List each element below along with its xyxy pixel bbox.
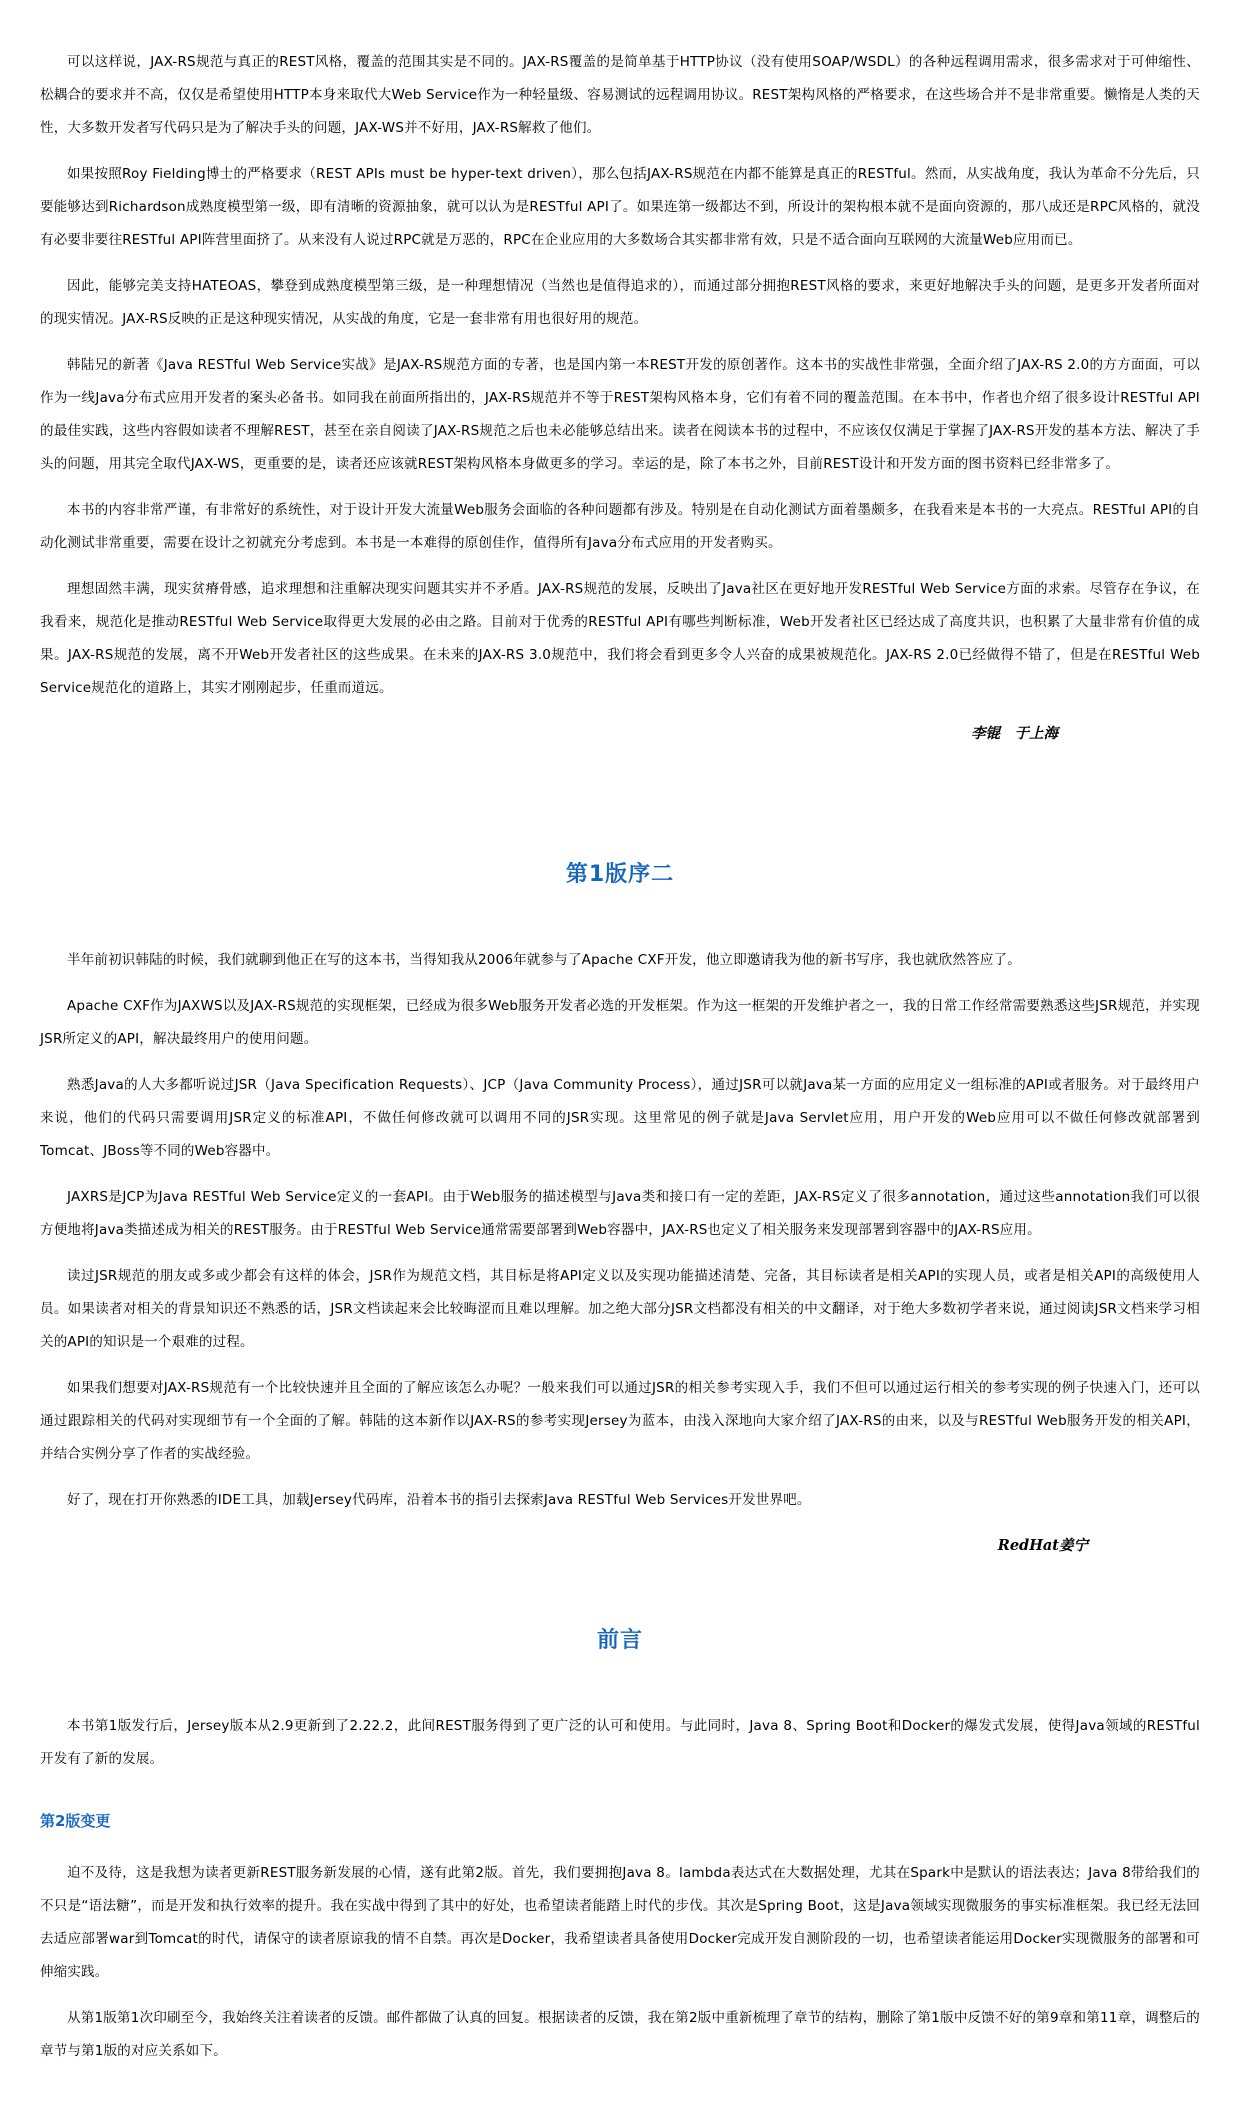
signature-redhat-jiang-ning: RedHat姜宁 xyxy=(997,1537,1088,1554)
paragraph: Apache CXF作为JAXWS以及JAX-RS规范的实现框架，已经成为很多Web服务开发者必选的开发框架。作为这一框架的开发维护者之一，我的日常工作经常需要熟悉这些JSR规范，并实现JSR所定义的API，解决最终用户的使用问题。 xyxy=(40,998,1200,1047)
paragraph: 本书第1版发行后，Jersey版本从2.9更新到了2.22.2，此间REST服务得到了更广泛的认可和使用。与此同时，Java 8、Spring Boot和Docker的爆发式发展，使得Java领域的RESTful开发有了新的发展。 xyxy=(40,1718,1200,1767)
section-preface-1-continued xyxy=(40,46,1200,749)
paragraph: 可以这样说，JAX-RS规范与真正的REST风格，覆盖的范围其实是不同的。JAX-RS覆盖的是简单基于HTTP协议（没有使用SOAP/WSDL）的各种远程调用需求，很多需求对于可伸缩性、松耦合的要求并不高，仅仅是希望使用HTTP本身来取代大Web Service作为一种轻量级、容易测试的远程调用协议。REST架构风格的严格要求，在这些场合并不是非常重要。懒惰是人类的天性，大多数开发者写代码只是为了解决手头的问题，JAX-WS并不好用，JAX-RS解救了他们。 xyxy=(40,54,1200,136)
paragraph: 熟悉Java的人大多都听说过JSR（Java Specification Requests）、JCP（Java Community Process），通过JSR可以就Java某一方面的应用定义一组标准的API或者服务。对于最终用户来说，他们的代码只需要调用JSR定义的标准API，不做任何修改就可以调用不同的JSR实现。这里常见的例子就是Java Servlet应用，用户开发的Web应用可以不做任何修改就部署到Tomcat、JBoss等不同的Web容器中。 xyxy=(40,1077,1200,1159)
paragraph: 从第1版第1次印刷至今，我始终关注着读者的反馈。邮件都做了认真的回复。根据读者的反馈，我在第2版中重新梳理了章节的结构，删除了第1版中反馈不好的第9章和第11章，调整后的章节与第1版的对应关系如下。 xyxy=(40,2010,1200,2059)
paragraph: 本书的内容非常严谨，有非常好的系统性，对于设计开发大流量Web服务会面临的各种问题都有涉及。特别是在自动化测试方面着墨颇多，在我看来是本书的一大亮点。RESTful API的自动化测试非常重要，需要在设计之初就充分考虑到。本书是一本难得的原创佳作，值得所有Java分布式应用的开发者购买。 xyxy=(40,502,1200,551)
paragraph: 迫不及待，这是我想为读者更新REST服务新发展的心情，遂有此第2版。首先，我们要拥抱Java 8。lambda表达式在大数据处理，尤其在Spark中是默认的语法表达；Java 8带给我们的不只是“语法糖”，而是开发和执行效率的提升。我在实战中得到了其中的好处，也希望读者能踏上时代的步伐。其次是Spring Boot，这是Java领域实现微服务的事实标准框架。我已经无法回去适应部署war到Tomcat的时代，请保守的读者原谅我的情不自禁。再次是Docker，我希望读者具备使用Docker完成开发自测阶段的一切，也希望读者能运用Docker实现微服务的部署和可伸缩实践。 xyxy=(40,1865,1200,1980)
section-foreword xyxy=(40,1623,1200,2068)
section-preface-1-2 xyxy=(40,857,1200,1561)
heading-foreword: 前言 xyxy=(596,1628,643,1653)
paragraph: 韩陆兄的新著《Java RESTful Web Service实战》是JAX-RS规范方面的专著，也是国内第一本REST开发的原创著作。这本书的实战性非常强，全面介绍了JAX-RS 2.0的方方面面，可以作为一线Java分布式应用开发者的案头必备书。如同我在前面所指出的，JAX-RS规范并不等于REST架构风格本身，它们有着不同的覆盖范围。在本书中，作者也介绍了很多设计RESTful API的最佳实践，这些内容假如读者不理解REST，甚至在亲自阅读了JAX-RS规范之后也未必能够总结出来。读者在阅读本书的过程中，不应该仅仅满足于掌握了JAX-RS开发的基本方法、解决了手头的问题，用其完全取代JAX-WS，更重要的是，读者还应该就REST架构风格本身做更多的学习。幸运的是，除了本书之外，目前REST设计和开发方面的图书资料已经非常多了。 xyxy=(40,357,1200,472)
paragraph: 如果按照Roy Fielding博士的严格要求（REST APIs must be hyper-text driven），那么包括JAX-RS规范在内都不能算是真正的RESTful。然而，从实战角度，我认为革命不分先后，只要能够达到Richardson成熟度模型第一级，即有清晰的资源抽象，就可以认为是RESTful API了。如果连第一级都达不到，所设计的架构根本就不是面向资源的，那八成还是RPC风格的，就没有必要非要往RESTful API阵营里面挤了。从来没有人说过RPC就是万恶的，RPC在企业应用的大多数场合其实都非常有效，只是不适合面向互联网的大流量Web应用而已。 xyxy=(40,166,1200,248)
subheading-v2-changes: 第2版变更 xyxy=(40,1812,111,1830)
paragraph: 理想固然丰满，现实贫瘠骨感，追求理想和注重解决现实问题其实并不矛盾。JAX-RS规范的发展，反映出了Java社区在更好地开发RESTful Web Service方面的求索。尽管存在争议，在我看来，规范化是推动RESTful Web Service取得更大发展的必由之路。目前对于优秀的RESTful API有哪些判断标准，Web开发者社区已经达成了高度共识，也积累了大量非常有价值的成果。JAX-RS规范的发展，离不开Web开发者社区的这些成果。在未来的JAX-RS 3.0规范中，我们将会看到更多令人兴奋的成果被规范化。JAX-RS 2.0已经做得不错了，但是在RESTful Web Service规范化的道路上，其实才刚刚起步，任重而道远。 xyxy=(40,581,1200,696)
signature-li-kun: 李锟 于上海 xyxy=(971,725,1058,742)
paragraph: 读过JSR规范的朋友或多或少都会有这样的体会，JSR作为规范文档，其目标是将API定义以及实现功能描述清楚、完备，其目标读者是相关API的实现人员，或者是相关API的高级使用人员。如果读者对相关的背景知识还不熟悉的话，JSR文档读起来会比较晦涩而且难以理解。加之绝大部分JSR文档都没有相关的中文翻译，对于绝大多数初学者来说，通过阅读JSR文档来学习相关的API的知识是一个艰难的过程。 xyxy=(40,1268,1200,1350)
paragraph: 如果我们想要对JAX-RS规范有一个比较快速并且全面的了解应该怎么办呢？一般来我们可以通过JSR的相关参考实现入手，我们不但可以通过运行相关的参考实现的例子快速入门，还可以通过跟踪相关的代码对实现细节有一个全面的了解。韩陆的这本新作以JAX-RS的参考实现Jersey为蓝本，由浅入深地向大家介绍了JAX-RS的由来，以及与RESTful Web服务开发的相关API，并结合实例分享了作者的实战经验。 xyxy=(40,1380,1200,1462)
paragraph: 半年前初识韩陆的时候，我们就聊到他正在写的这本书，当得知我从2006年就参与了Apache CXF开发，他立即邀请我为他的新书写序，我也就欣然答应了。 xyxy=(67,952,1021,968)
heading-preface-1-2: 第1版序二 xyxy=(565,862,675,887)
paragraph: 因此，能够完美支持HATEOAS，攀登到成熟度模型第三级，是一种理想情况（当然也是值得追求的），而通过部分拥抱REST风格的要求，来更好地解决手头的问题，是更多开发者所面对的现实情况。JAX-RS反映的正是这种现实情况，从实战的角度，它是一套非常有用也很好用的规范。 xyxy=(40,278,1200,327)
paragraph: JAXRS是JCP为Java RESTful Web Service定义的一套API。由于Web服务的描述模型与Java类和接口有一定的差距，JAX-RS定义了很多annotation，通过这些annotation我们可以很方便地将Java类描述成为相关的REST服务。由于RESTful Web Service通常需要部署到Web容器中，JAX-RS也定义了相关服务来发现部署到容器中的JAX-RS应用。 xyxy=(40,1189,1200,1238)
paragraph: 好了，现在打开你熟悉的IDE工具，加载Jersey代码库，沿着本书的指引去探索Java RESTful Web Services开发世界吧。 xyxy=(67,1492,811,1508)
